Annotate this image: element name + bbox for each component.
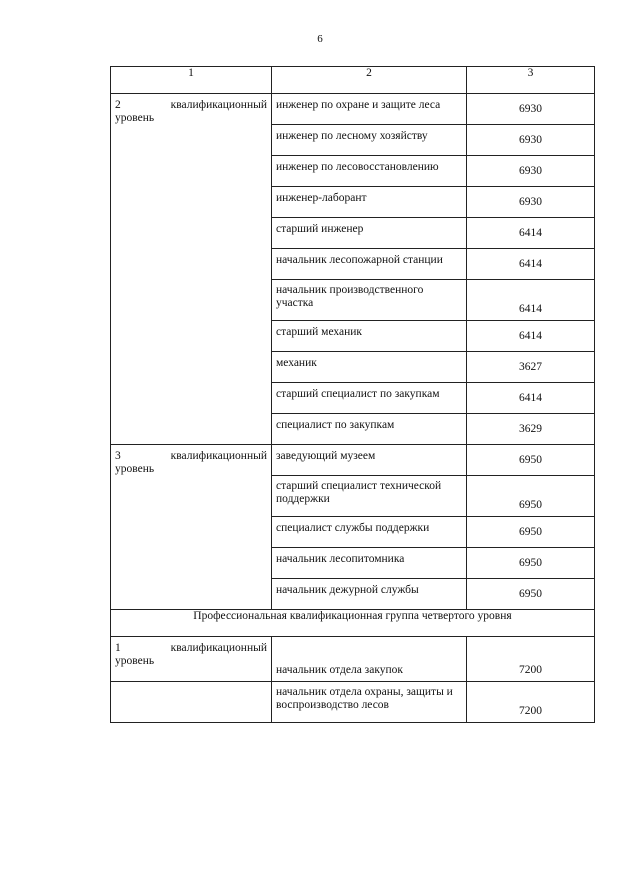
salary-cell: 6930 [467, 125, 595, 156]
group-title-row [111, 610, 595, 637]
position-cell: инженер-лаборант [272, 187, 467, 218]
page-number: 6 [317, 33, 323, 45]
level-cell [111, 445, 272, 610]
salary-cell: 6950 [467, 579, 595, 610]
salary-cell: 6414 [467, 218, 595, 249]
position-cell: специалист по закупкам [272, 414, 467, 445]
salary-cell: 3627 [467, 352, 595, 383]
salary-cell: 6414 [467, 383, 595, 414]
position-cell: начальник лесопожарной станции [272, 249, 467, 280]
table-row [111, 445, 595, 476]
position-cell: инженер по охране и защите леса [272, 94, 467, 125]
position-cell: начальник производственного участка [272, 280, 467, 321]
position-cell: старший механик [272, 321, 467, 352]
level-word: квалификационный [170, 450, 267, 462]
salary-cell: 3629 [467, 414, 595, 445]
position-cell: старший инженер [272, 218, 467, 249]
table-row [111, 637, 595, 682]
salary-cell: 6950 [467, 476, 595, 517]
salary-cell: 6930 [467, 156, 595, 187]
table-row [111, 682, 595, 723]
salary-cell: 6414 [467, 321, 595, 352]
position-cell: инженер по лесовосстановлению [272, 156, 467, 187]
level-word: квалификационный [170, 99, 267, 111]
level-word: квалификационный [170, 642, 267, 654]
position-cell: заведующий музеем [272, 445, 467, 476]
position-cell: начальник отдела охраны, защиты и воспроизводство лесов [272, 682, 467, 723]
level-number: 3 [115, 450, 121, 462]
salary-table [110, 66, 595, 723]
salary-cell: 6930 [467, 187, 595, 218]
group-title: Профессиональная квалификационная группа четвертого уровня [111, 610, 595, 637]
level-cell [111, 637, 272, 682]
salary-cell: 7200 [467, 637, 595, 682]
salary-cell: 6950 [467, 445, 595, 476]
level-number: 1 [115, 642, 121, 654]
level-word-2: уровень [115, 463, 155, 475]
salary-cell: 6950 [467, 517, 595, 548]
position-cell: начальник отдела закупок [272, 637, 467, 682]
column-header-2: 2 [272, 67, 467, 94]
position-cell: механик [272, 352, 467, 383]
column-header-1: 1 [111, 67, 272, 94]
salary-cell: 7200 [467, 682, 595, 723]
position-cell: специалист службы поддержки [272, 517, 467, 548]
column-header-3: 3 [467, 67, 595, 94]
level-cell [111, 94, 272, 445]
empty-level-cell [111, 682, 272, 723]
position-cell: старший специалист технической поддержки [272, 476, 467, 517]
salary-cell: 6414 [467, 280, 595, 321]
salary-cell: 6930 [467, 94, 595, 125]
table-row [111, 94, 595, 125]
position-cell: старший специалист по закупкам [272, 383, 467, 414]
salary-cell: 6950 [467, 548, 595, 579]
table-header-row [111, 67, 595, 94]
position-cell: начальник дежурной службы [272, 579, 467, 610]
position-cell: инженер по лесному хозяйству [272, 125, 467, 156]
salary-cell: 6414 [467, 249, 595, 280]
position-cell: начальник лесопитомника [272, 548, 467, 579]
level-word-2: уровень [115, 112, 155, 124]
level-word-2: уровень [115, 655, 155, 667]
level-number: 2 [115, 99, 121, 111]
